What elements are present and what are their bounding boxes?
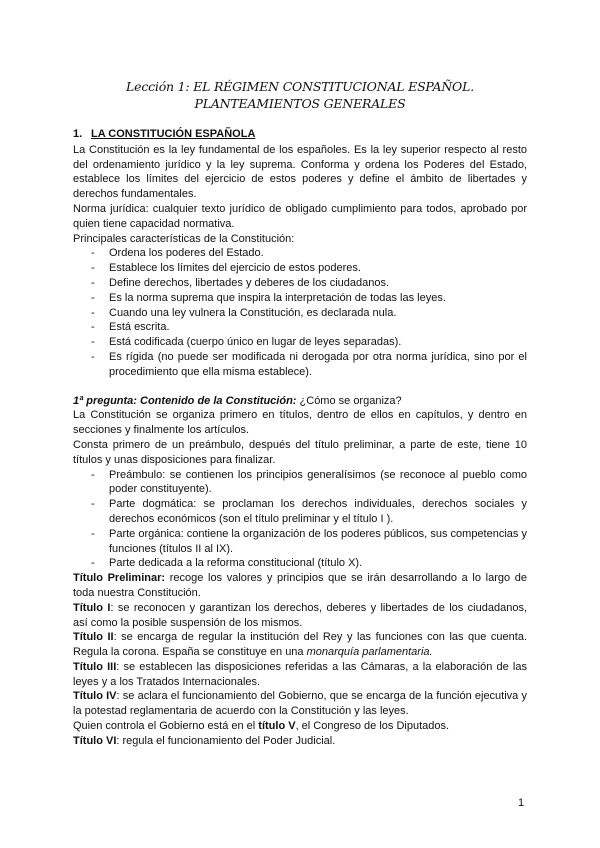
list-item: - Ordena los poderes del Estado.	[73, 246, 527, 261]
list-item: - Es rígida (no puede ser modificada ni derogada por otra norma jurídica, sino por el procedimiento que ella misma establece).	[73, 350, 527, 380]
list-item: - Es la norma suprema que inspira la interpretación de todas las leyes.	[73, 291, 527, 306]
page-number: 1	[518, 797, 525, 809]
structure-list	[73, 468, 527, 572]
list-item: - Está codificada (cuerpo único en lugar de leyes separadas).	[73, 335, 527, 350]
list-item: - Define derechos, libertades y deberes de los ciudadanos.	[73, 276, 527, 291]
titulo-4	[73, 689, 527, 719]
list-item: - Preámbulo: se contienen los principios generalísimos (se reconoce al pueblo como poder constituyente).	[73, 468, 527, 498]
titulo-preliminar	[73, 571, 527, 601]
list-item: - Parte dogmática: se proclaman los derechos individuales, derechos sociales y derechos económicos (son el título preliminar y el título I ).	[73, 497, 527, 527]
paragraph: La Constitución es la ley fundamental de los españoles. Es la ley superior respecto al resto del ordenamiento jurídico y la ley suprema. Conforma y ordena los Poderes del Estado, establece los límites del ejercicio de estos poderes y define el ámbito de libertades y derechos fundamentales.	[73, 143, 527, 201]
section-heading-text: LA CONSTITUCIÓN ESPAÑOLA	[91, 128, 256, 140]
lesson-title: Lección 1: EL RÉGIMEN CONSTITUCIONAL ESPAÑOL. PLANTEAMIENTOS GENERALES	[126, 79, 474, 111]
titulo-label: Título Preliminar:	[73, 572, 166, 585]
titulo-label: Título III	[73, 660, 117, 673]
paragraph: Principales características de la Constitución:	[73, 232, 295, 245]
paragraph: Norma jurídica: cualquier texto jurídico de obligado cumplimiento para todos, aprobado por quien tiene capacidad normativa.	[73, 202, 527, 230]
titulo-label: título V	[258, 720, 296, 733]
titulo-text: : se encarga de regular la institución del Rey y las funciones con las que cuenta. Regula la corona. España se constituye en una	[73, 631, 527, 659]
paragraph: Consta primero de un preámbulo, después del título preliminar, a parte de este, tiene 10 títulos y unas disposiciones para finalizar.	[73, 438, 527, 466]
titulo-italic-text: monarquía parlamentaria.	[306, 646, 433, 659]
titulo-label: Título VI	[73, 734, 117, 747]
titulo-label: Título IV	[73, 690, 117, 703]
titulo-text: , el Congreso de los Diputados.	[295, 720, 450, 733]
titulo-1	[73, 601, 527, 631]
titulo-prefix: Quien controla el Gobierno está en el	[73, 720, 259, 733]
list-item: - Establece los límites del ejercicio de estos poderes.	[73, 261, 527, 276]
titulo-5	[73, 719, 527, 734]
titulo-label: Título II	[73, 631, 114, 644]
paragraph: La Constitución se organiza primero en títulos, dentro de ellos en capítulos, y dentro en secciones y finalmente los artículos.	[73, 409, 527, 437]
list-item: - Está escrita.	[73, 320, 527, 335]
question-label: 1ª pregunta: Contenido de la Constitución:	[73, 394, 297, 407]
titulo-2	[73, 630, 527, 660]
question-text: ¿Cómo se organiza?	[296, 394, 402, 407]
question-line	[73, 394, 527, 409]
characteristics-list	[73, 246, 527, 379]
titulo-label: Título I	[73, 601, 111, 614]
titulo-text: : regula el funcionamiento del Poder Judicial.	[116, 734, 336, 747]
list-item: - Parte orgánica: contiene la organización de los poderes públicos, sus competencias y funciones (títulos II al IX).	[73, 527, 527, 557]
titulo-text: : se establecen las disposiciones referidas a las Cámaras, a la elaboración de las leyes y a los Tratados Internacionales.	[73, 660, 527, 688]
titulo-text: : se aclara el funcionamiento del Gobierno, que se encarga de la función ejecutiva y la potestad reglamentaria de acuerdo con la Constitución y las leyes.	[73, 690, 527, 718]
list-item: - Cuando una ley vulnera la Constitución, es declarada nula.	[73, 306, 527, 321]
list-item: - Parte dedicada a la reforma constitucional (título X).	[73, 556, 527, 571]
section-number: 1.	[73, 128, 83, 140]
titulo-text: recoge los valores y principios que se irán desarrollando a lo largo de toda nuestra Constitución.	[73, 572, 527, 599]
titulo-3	[73, 660, 527, 690]
document-body	[73, 127, 527, 749]
titulo-text: : se reconocen y garantizan los derechos, deberes y libertades de los ciudadanos, así como la posible suspensión de los mismos.	[73, 601, 527, 629]
titulo-6	[73, 734, 527, 749]
section-heading	[73, 127, 527, 142]
